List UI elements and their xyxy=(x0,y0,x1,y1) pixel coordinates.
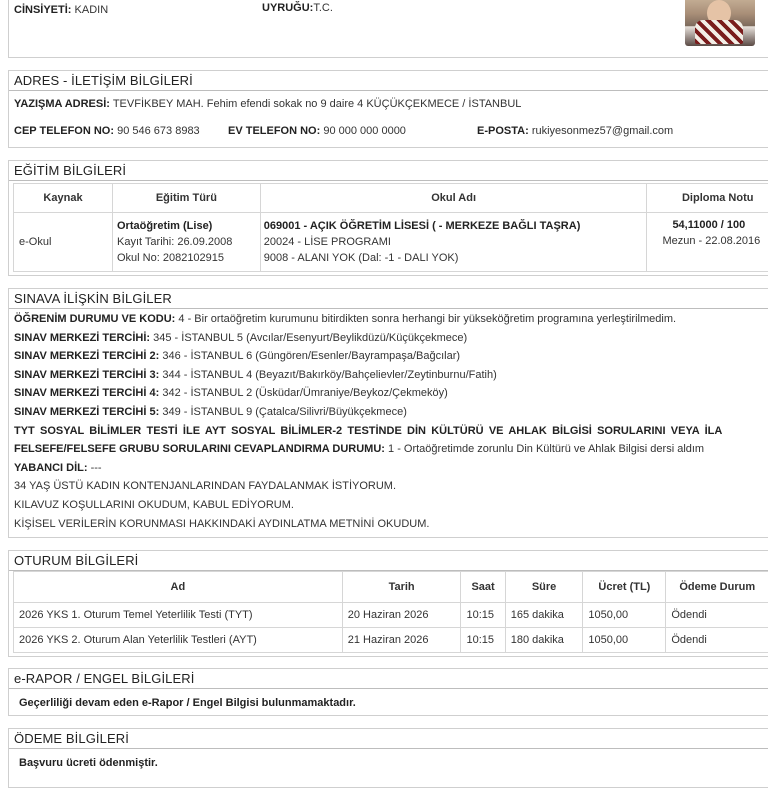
payment-title: ÖDEME BİLGİLERİ xyxy=(9,729,768,749)
email-row xyxy=(477,124,673,138)
religion-value: 1 - Ortaöğretimde zorunlu Din Kültürü ve Ahlak Bilgisi dersi aldım xyxy=(388,443,704,455)
nationality-label: UYRUĞU: xyxy=(262,2,313,14)
education-table xyxy=(13,183,768,272)
note-quota: 34 YAŞ ÜSTÜ KADIN KONTENJANLARINDAN FAYDALANMAK İSTİYORUM. xyxy=(14,477,722,496)
session-payment-status: Ödendi xyxy=(666,603,768,628)
mobile-label: CEP TELEFON NO: xyxy=(14,125,114,137)
photo-scarf xyxy=(695,20,743,44)
education-header-row xyxy=(14,184,768,213)
exam-panel xyxy=(8,288,768,538)
contact-title: ADRES - İLETİŞİM BİLGİLERİ xyxy=(9,71,768,91)
education-program: 20024 - LİSE PROGRAMI xyxy=(264,234,644,250)
exam-center-pref-5 xyxy=(14,403,722,422)
exam-center-pref-5-label: SINAV MERKEZİ TERCİHİ 5: xyxy=(14,406,159,418)
email-value: rukiyesonmez57@gmail.com xyxy=(532,125,673,137)
foreign-language-value: --- xyxy=(91,462,102,474)
address-label: YAZIŞMA ADRESİ: xyxy=(14,98,110,110)
exam-center-pref-4 xyxy=(14,384,722,403)
nationality-value: T.C. xyxy=(313,2,333,14)
sessions-header-duration: Süre xyxy=(505,572,583,603)
education-branch: 9008 - ALANI YOK (Dal: -1 - DALI YOK) xyxy=(264,250,644,266)
home-phone-label: EV TELEFON NO: xyxy=(228,125,320,137)
erapor-text: Geçerliliği devam eden e-Rapor / Engel Bilgisi bulunmamaktadır. xyxy=(19,696,356,710)
religion-question-label-line1 xyxy=(14,422,722,441)
education-header-grade: Diploma Notu xyxy=(647,184,768,213)
session-name: 2026 YKS 1. Oturum Temel Yeterlilik Testi (TYT) xyxy=(14,603,343,628)
sessions-header-row xyxy=(14,572,768,603)
education-title: EĞİTİM BİLGİLERİ xyxy=(9,161,768,181)
address-value: TEVFİKBEY MAH. Fehim efendi sokak no 9 daire 4 KÜÇÜKÇEKMECE / İSTANBUL xyxy=(113,98,522,110)
erapor-panel xyxy=(8,668,768,716)
education-type-cell xyxy=(113,213,261,272)
exam-center-pref-1 xyxy=(14,329,722,348)
personal-info-panel xyxy=(8,0,768,58)
gender-value: KADIN xyxy=(75,4,109,16)
sessions-header-date: Tarih xyxy=(342,572,461,603)
education-header-type: Eğitim Türü xyxy=(113,184,261,213)
gender-row xyxy=(14,3,108,17)
education-grade-cell xyxy=(647,213,768,272)
email-label: E-POSTA: xyxy=(477,125,529,137)
exam-center-pref-3 xyxy=(14,366,722,385)
session-name: 2026 YKS 2. Oturum Alan Yeterlilik Testleri (AYT) xyxy=(14,628,343,653)
session-duration: 180 dakika xyxy=(505,628,583,653)
exam-center-pref-2-value: 346 - İSTANBUL 6 (Güngören/Esenler/Bayrampaşa/Bağcılar) xyxy=(162,350,460,362)
payment-text: Başvuru ücreti ödenmiştir. xyxy=(19,756,158,770)
home-phone-value: 90 000 000 0000 xyxy=(323,125,406,137)
education-registration-date: Kayıt Tarihi: 26.09.2008 xyxy=(117,234,256,250)
education-school-title: 069001 - AÇIK ÖĞRETİM LİSESİ ( - MERKEZE BAĞLI TAŞRA) xyxy=(264,218,644,234)
religion-label-line1-text: TYT SOSYAL BİLİMLER TESTİ İLE AYT SOSYAL BİLİMLER-2 TESTİNDE DİN KÜLTÜRÜ VE AHLAK BİLGİSİ SORULARINI VEYA İLA xyxy=(14,425,722,437)
session-payment-status: Ödendi xyxy=(666,628,768,653)
education-status-row xyxy=(14,310,722,329)
education-source: e-Okul xyxy=(14,213,113,272)
session-time: 10:15 xyxy=(461,603,505,628)
foreign-language-row xyxy=(14,459,722,478)
exam-center-pref-5-value: 349 - İSTANBUL 9 (Çatalca/Silivri/Büyükçekmece) xyxy=(162,406,407,418)
session-time: 10:15 xyxy=(461,628,505,653)
applicant-photo xyxy=(685,0,755,46)
note-guide-accepted: KILAVUZ KOŞULLARINI OKUDUM, KABUL EDİYORUM. xyxy=(14,496,722,515)
education-panel xyxy=(8,160,768,276)
sessions-header-payment: Ödeme Durum xyxy=(666,572,768,603)
payment-panel xyxy=(8,728,768,788)
session-fee: 1050,00 xyxy=(583,628,666,653)
exam-center-pref-1-value: 345 - İSTANBUL 5 (Avcılar/Esenyurt/Beylikdüzü/Küçükçekmece) xyxy=(153,332,467,344)
session-date: 21 Haziran 2026 xyxy=(342,628,461,653)
exam-body xyxy=(14,310,722,533)
exam-center-pref-3-value: 344 - İSTANBUL 4 (Beyazıt/Bakırköy/Bahçelievler/Zeytinburnu/Fatih) xyxy=(162,369,496,381)
contact-panel xyxy=(8,70,768,148)
session-duration: 165 dakika xyxy=(505,603,583,628)
education-school-cell xyxy=(260,213,647,272)
exam-center-pref-2-label: SINAV MERKEZİ TERCİHİ 2: xyxy=(14,350,159,362)
sessions-panel xyxy=(8,550,768,657)
exam-title: SINAVA İLİŞKİN BİLGİLER xyxy=(9,289,768,309)
sessions-header-name: Ad xyxy=(14,572,343,603)
sessions-table xyxy=(13,571,768,653)
sessions-header-time: Saat xyxy=(461,572,505,603)
gender-label: CİNSİYETİ: xyxy=(14,4,71,16)
religion-label-line2: FELSEFE/FELSEFE GRUBU SORULARINI CEVAPLANDIRMA DURUMU: xyxy=(14,443,385,455)
sessions-header-fee: Ücret (TL) xyxy=(583,572,666,603)
erapor-title: e-RAPOR / ENGEL BİLGİLERİ xyxy=(9,669,768,689)
education-header-school: Okul Adı xyxy=(260,184,647,213)
religion-question-row xyxy=(14,440,722,459)
education-graduation: Mezun - 22.08.2016 xyxy=(662,233,768,249)
session-fee: 1050,00 xyxy=(583,603,666,628)
mobile-row xyxy=(14,124,200,138)
address-row xyxy=(14,97,521,111)
exam-center-pref-3-label: SINAV MERKEZİ TERCİHİ 3: xyxy=(14,369,159,381)
home-phone-row xyxy=(228,124,406,138)
exam-center-pref-4-value: 342 - İSTANBUL 2 (Üsküdar/Ümraniye/Beykoz/Çekmeköy) xyxy=(162,387,447,399)
session-date: 20 Haziran 2026 xyxy=(342,603,461,628)
foreign-language-label: YABANCI DİL: xyxy=(14,462,88,474)
education-status-label: ÖĞRENİM DURUMU VE KODU: xyxy=(14,313,175,325)
education-type-title: Ortaöğretim (Lise) xyxy=(117,218,256,234)
exam-center-pref-2 xyxy=(14,347,722,366)
education-status-value: 4 - Bir ortaöğretim kurumunu bitirdikten sonra herhangi bir yükseköğretim programına yerleştirilmedim. xyxy=(178,313,676,325)
education-header-source: Kaynak xyxy=(14,184,113,213)
education-school-number: Okul No: 2082102915 xyxy=(117,250,256,266)
note-kvkk-read: KİŞİSEL VERİLERİN KORUNMASI HAKKINDAKİ AYDINLATMA METNİNİ OKUDUM. xyxy=(14,515,722,534)
session-row xyxy=(14,603,768,628)
nationality-row xyxy=(262,1,333,15)
exam-center-pref-4-label: SINAV MERKEZİ TERCİHİ 4: xyxy=(14,387,159,399)
exam-center-pref-1-label: SINAV MERKEZİ TERCİHİ: xyxy=(14,332,150,344)
mobile-value: 90 546 673 8983 xyxy=(117,125,200,137)
sessions-title: OTURUM BİLGİLERİ xyxy=(9,551,768,571)
education-row xyxy=(14,213,768,272)
education-grade: 54,11000 / 100 xyxy=(662,217,768,233)
session-row xyxy=(14,628,768,653)
